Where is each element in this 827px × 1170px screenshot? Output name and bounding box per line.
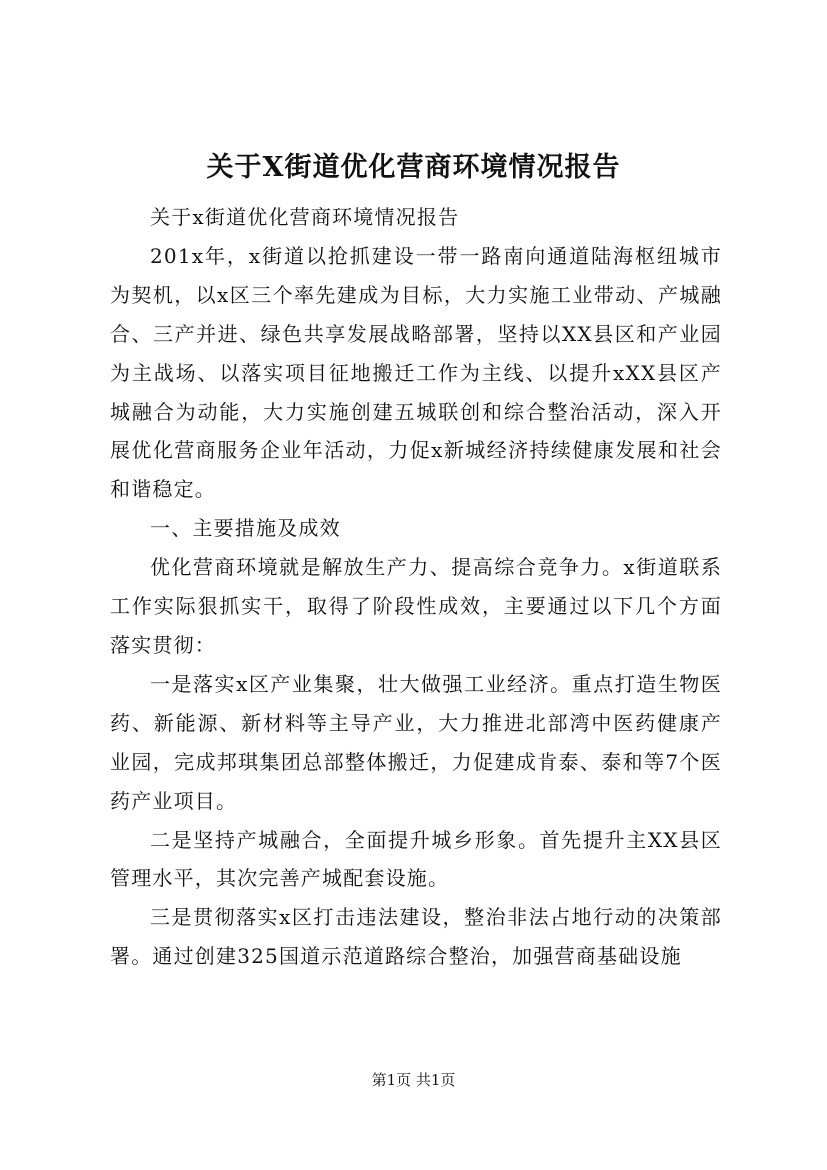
- body-paragraph: 优化营商环境就是解放生产力、提高综合竞争力。x街道联系工作实际狠抓实干，取得了阶段性成效，主要通过以下几个方面落实贯彻：: [110, 555, 722, 657]
- intro-paragraph: 201x年，x街道以抢抓建设一带一路南向通道陆海枢纽城市为契机，以x区三个率先建成为目标，大力实施工业带动、产城融合、三产并进、绿色共享发展战略部署，坚持以XX县区和产业园为主战场、以落实项目征地搬迁工作为主线、以提升xXX县区产城融合为动能，大力实施创建五城联创和综合整治活动，深入开展优化营商服务企业年活动，力促x新城经济持续健康发展和社会和谐稳定。: [110, 243, 722, 502]
- subtitle-paragraph: 关于x街道优化营商环境情况报告: [150, 205, 460, 229]
- body-paragraph: 三是贯彻落实x区打击违法建设，整治非法占地行动的决策部署。通过创建325国道示范道路综合整治，加强营商基础设施: [110, 905, 722, 969]
- page-footer: 第1页 共1页: [371, 1071, 456, 1089]
- body-paragraph: 二是坚持产城融合，全面提升城乡形象。首先提升主XX县区管理水平，其次完善产城配套设施。: [110, 827, 722, 891]
- section-heading: 一、主要措施及成效: [150, 516, 341, 541]
- document-body: [110, 198, 722, 976]
- body-paragraph: 一是落实x区产业集聚，壮大做强工业经济。重点打造生物医药、新能源、新材料等主导产业，大力推进北部湾中医药健康产业园，完成邦琪集团总部整体搬迁，力促建成肯泰、泰和等7个医药产业项目。: [110, 671, 722, 813]
- document-title: 关于X街道优化营商环境情况报告: [206, 152, 621, 183]
